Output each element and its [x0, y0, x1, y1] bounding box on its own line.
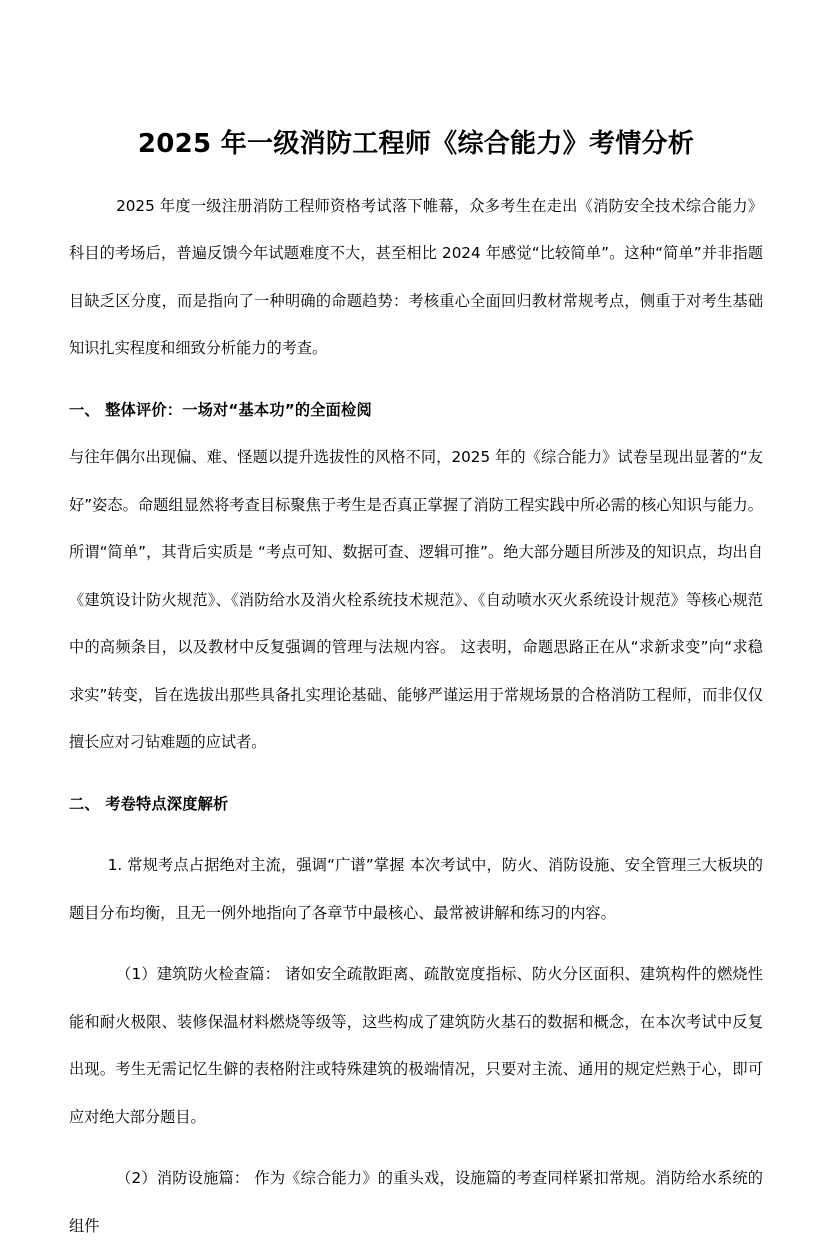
spacer-after-heading-two — [69, 828, 763, 842]
spacer-after-title — [69, 161, 763, 183]
list-item-1: 1. 常规考点占据绝对主流，强调“广谱”掌握 本次考试中，防火、消防设施、安全管理三大板块的题目分布均衡，且无一例外地指向了各章节中最核心、最常被讲解和练习的内容。 — [69, 856, 763, 922]
spacer-before-subitem-2 — [69, 1141, 763, 1155]
page-title: 2025 年一级消防工程师《综合能力》考情分析 — [137, 129, 695, 159]
spacer-before-heading-two — [69, 767, 763, 781]
list-item-1-2: （2）消防设施篇： 作为《综合能力》的重头戏，设施篇的考查同样紧扣常规。消防给水系统的组件 — [69, 1169, 763, 1235]
spacer-before-heading-one — [69, 373, 763, 387]
spacer-before-subitem-1 — [69, 937, 763, 951]
section-one-body: 与往年偶尔出现偏、难、怪题以提升选拔性的风格不同，2025 年的《综合能力》试卷呈现出显著的“友好”姿态。命题组显然将考查目标聚焦于考生是否真正掌握了消防工程实践中所必需的核心知识与能力。所谓“简单”，其背后实质是 “考点可知、数据可查、逻辑可推”。绝大部分题目所涉及的知识点，均出自《建筑设计防火规范》、《消防给水及消火栓系统技术规范》、《自动喷水灭火系统设计规范》等核心规范中的高频条目，以及教材中反复强调的管理与法规内容。 这表明，命题思路正在从“求新求变”向“求稳求实”转变，旨在选拔出那些具备扎实理论基础、能够严谨运用于常规场景的合格消防工程师，而非仅仅擅长应对刁钻难题的应试者。 — [69, 448, 763, 751]
document-body — [69, 0, 763, 1250]
intro-paragraph: 2025 年度一级注册消防工程师资格考试落下帷幕，众多考生在走出《消防安全技术综合能力》科目的考场后，普遍反馈今年试题难度不大，甚至相比 2024 年感觉“比较简单”。这种“简单”并非指题目缺乏区分度，而是指向了一种明确的命题趋势：考核重心全面回归教材常规考点，侧重于对考生基础知识扎实程度和细致分析能力的考查。 — [69, 196, 763, 357]
list-item-1-1: （1）建筑防火检查篇： 诸如安全疏散距离、疏散宽度指标、防火分区面积、建筑构件的燃烧性能和耐火极限、装修保温材料燃烧等级等，这些构成了建筑防火基石的数据和概念，在本次考试中反复出现。考生无需记忆生僻的表格附注或特殊建筑的极端情况，只要对主流、通用的规定烂熟于心，即可应对绝大部分题目。 — [69, 965, 763, 1126]
section-heading-one: 一、 整体评价：一场对“基本功”的全面检阅 — [69, 400, 372, 419]
section-heading-two: 二、 考卷特点深度解析 — [69, 794, 229, 813]
